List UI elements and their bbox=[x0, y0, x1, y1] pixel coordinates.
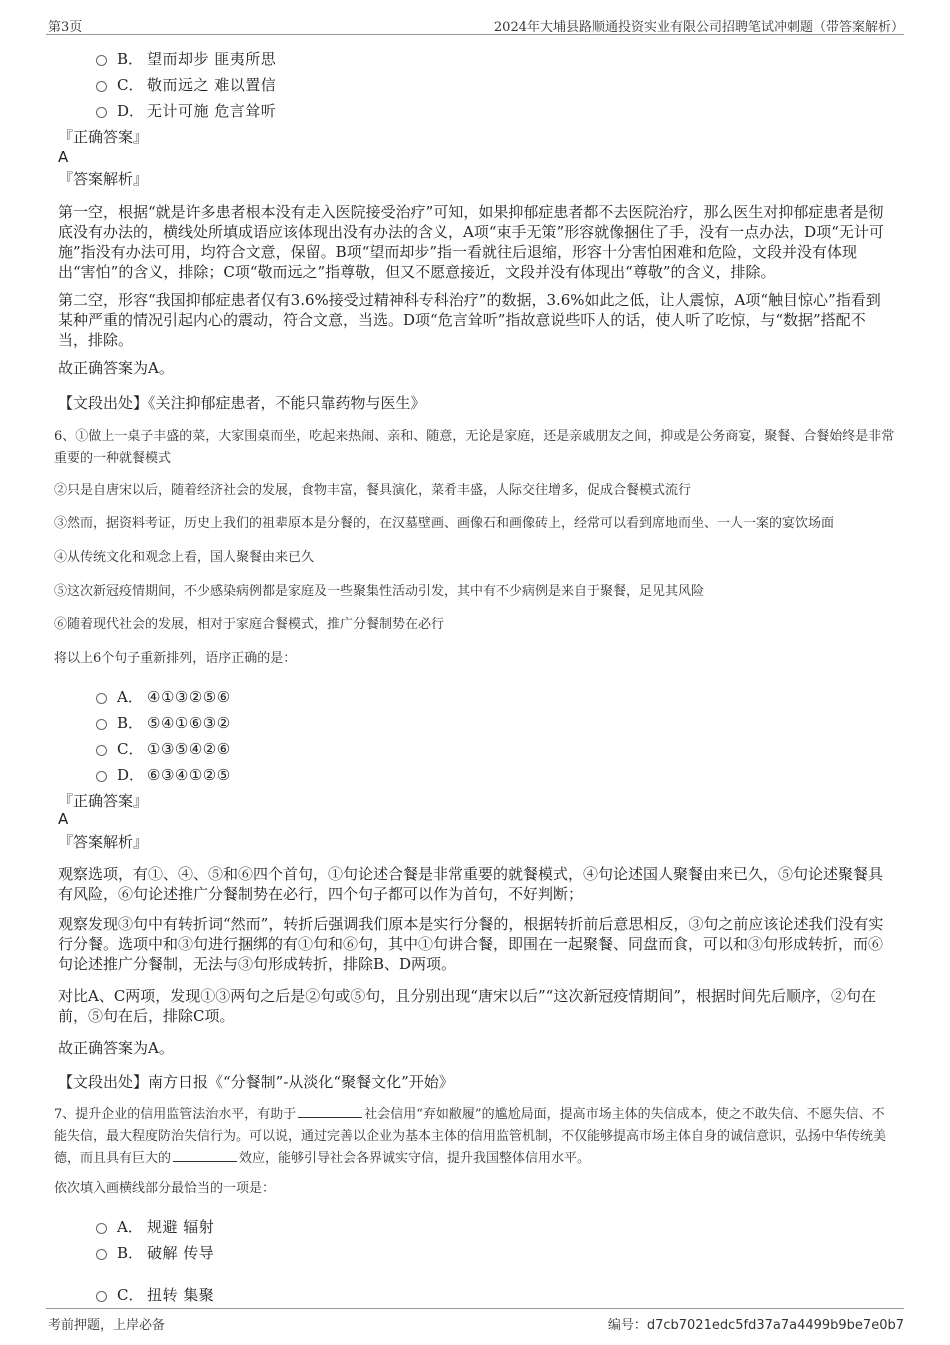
q6-sentence-6: ⑥随着现代社会的发展，相对于家庭合餐模式，推广分餐制势在必行 bbox=[54, 617, 445, 632]
fill-blank-2[interactable] bbox=[173, 1149, 237, 1162]
q6-answer: A bbox=[58, 810, 69, 828]
q7-option-a[interactable]: A． 规避 辐射 bbox=[96, 1216, 214, 1237]
q6-answer-label: 『正确答案』 bbox=[58, 792, 149, 810]
page-number: 第3页 bbox=[48, 20, 83, 35]
q6-option-d[interactable]: D． ⑥③④①②⑤ bbox=[96, 764, 231, 785]
radio-icon[interactable] bbox=[96, 81, 107, 92]
q7-prompt: 依次填入画横线部分最恰当的一项是： bbox=[54, 1181, 276, 1196]
header-divider bbox=[46, 34, 904, 35]
radio-icon[interactable] bbox=[96, 55, 107, 66]
q6-option-b[interactable]: B． ⑤④①⑥③② bbox=[96, 712, 231, 733]
q6-sentence-4: ④从传统文化和观念上看，国人聚餐由来已久 bbox=[54, 550, 315, 565]
radio-icon[interactable] bbox=[96, 1249, 107, 1260]
fill-blank-1[interactable] bbox=[298, 1105, 362, 1118]
q5-analysis-label: 『答案解析』 bbox=[58, 170, 149, 188]
q5-source: 【文段出处】《关注抑郁症患者，不能只靠药物与医生》 bbox=[58, 394, 426, 412]
footer-divider bbox=[46, 1308, 904, 1309]
q6-prompt: 将以上6个句子重新排列，语序正确的是： bbox=[54, 651, 297, 666]
q6-source: 【文段出处】南方日报《“分餐制”-从淡化“聚餐文化”开始》 bbox=[58, 1073, 454, 1091]
document-title: 2024年大埔县路顺通投资实业有限公司招聘笔试冲刺题（带答案解析） bbox=[493, 20, 904, 35]
q5-answer: A bbox=[58, 148, 69, 166]
q5-option-d[interactable]: D． 无计可施 危言耸听 bbox=[96, 100, 276, 121]
q6-analysis-paragraph-1: 观察选项，有①、④、⑤和⑥四个首句，①句论述合餐是非常重要的就餐模式，④句论述国人聚餐由来已久，⑤句论述聚餐具有风险，⑥句论述推广分餐制势在必行，四个句子都可以作为首句，不好判断； bbox=[58, 865, 884, 903]
radio-icon[interactable] bbox=[96, 107, 107, 118]
q6-analysis-paragraph-2: 观察发现③句中有转折词“然而”，转折后强调我们原本是实行分餐的，根据转折前后意思相反，③句之前应该论述我们没有实行分餐。选项中和③句进行捆绑的有①句和⑥句，其中①句讲合餐，即围在一起聚餐、同盘而食，可以和③句形成转折，而⑥句论述推广分餐制，无法与③句形成转折，排除B、D两项。 bbox=[58, 915, 884, 973]
q5-analysis-paragraph-1: 第一空，根据“就是许多患者根本没有走入医院接受治疗”可知，如果抑郁症患者都不去医院治疗，那么医生对抑郁症患者是彻底没有办法的，横线处所填成语应该体现出没有办法的含义，A项“束手无策”形容就像捆住了手，没有一点办法，D项“无计可施”指没有办法可用，均符合文意，保留。B项“望而却步”指一看就往后退缩，形容十分害怕困难和危险，文段并没有体现出“害怕”的含义，排除；C项“敬而远之”指尊敬，但又不愿意接近，文段并没有体现出“尊敬”的含义，排除。 bbox=[58, 203, 884, 281]
document-code: 编号：d7cb7021edc5fd37a7a4499b9be7e0b7 bbox=[607, 1318, 904, 1333]
q6-sentence-5: ⑤这次新冠疫情期间，不少感染病例都是家庭及一些聚集性活动引发，其中有不少病例是来自于聚餐，足见其风险 bbox=[54, 584, 705, 599]
q7-option-b[interactable]: B． 破解 传导 bbox=[96, 1242, 214, 1263]
q5-option-c[interactable]: C． 敬而远之 难以置信 bbox=[96, 74, 276, 95]
q5-analysis-paragraph-2: 第二空，形容“我国抑郁症患者仅有3.6%接受过精神科专科治疗”的数据，3.6%如此之低，让人震惊，A项“触目惊心”指看到某种严重的情况引起内心的震动，符合文意，当选。D项“危言耸听”指故意说些吓人的话，使人听了吃惊，与“数据”搭配不当，排除。 bbox=[58, 291, 881, 349]
radio-icon[interactable] bbox=[96, 1223, 107, 1234]
q6-option-c[interactable]: C． ①③⑤④②⑥ bbox=[96, 738, 231, 759]
q6-sentence-3: ③然而，据资料考证，历史上我们的祖辈原本是分餐的，在汉墓壁画、画像石和画像砖上，经常可以看到席地而坐、一人一案的宴饮场面 bbox=[54, 516, 835, 531]
q7-option-c[interactable]: C． 扭转 集聚 bbox=[96, 1284, 214, 1305]
radio-icon[interactable] bbox=[96, 745, 107, 756]
q6-analysis-label: 『答案解析』 bbox=[58, 833, 149, 851]
q6-analysis-conclusion: 故正确答案为A。 bbox=[58, 1039, 174, 1057]
q7-stem: 7、提升企业的信用监管法治水平，有助于 社会信用“弃如敝履”的尴尬局面，提高市场主体的失信成本，使之不敢失信、不愿失信、不能失信，最大程度防治失信行为。可以说，通过完善以企业为基本主体的信用监管机制，不仅能够提高市场主体自身的诚信意识，弘扬中华传统美德，而且具有巨大的 效应，能够引导社会各界诚实守信，提升我国整体信用水平。 bbox=[54, 1107, 887, 1166]
q5-analysis-conclusion: 故正确答案为A。 bbox=[58, 359, 174, 377]
q5-option-b[interactable]: B． 望而却步 匪夷所思 bbox=[96, 48, 276, 69]
q6-analysis-paragraph-3: 对比A、C两项，发现①③两句之后是②句或⑤句，且分别出现“唐宋以后”“这次新冠疫情期间”，根据时间先后顺序，②句在前，⑤句在后，排除C项。 bbox=[58, 987, 876, 1025]
q6-stem: 6、①做上一桌子丰盛的菜，大家围桌而坐，吃起来热闹、亲和、随意，无论是家庭，还是亲戚朋友之间，抑或是公务商宴，聚餐、合餐始终是非常重要的一种就餐模式 bbox=[54, 429, 895, 466]
radio-icon[interactable] bbox=[96, 693, 107, 704]
q6-option-a[interactable]: A． ④①③②⑤⑥ bbox=[96, 686, 231, 707]
q6-sentence-2: ②只是自唐宋以后，随着经济社会的发展，食物丰富，餐具演化，菜肴丰盛，人际交往增多，促成合餐模式流行 bbox=[54, 483, 692, 498]
radio-icon[interactable] bbox=[96, 771, 107, 782]
radio-icon[interactable] bbox=[96, 719, 107, 730]
footer-slogan: 考前押题，上岸必备 bbox=[48, 1318, 166, 1333]
radio-icon[interactable] bbox=[96, 1291, 107, 1302]
q5-answer-label: 『正确答案』 bbox=[58, 128, 149, 146]
